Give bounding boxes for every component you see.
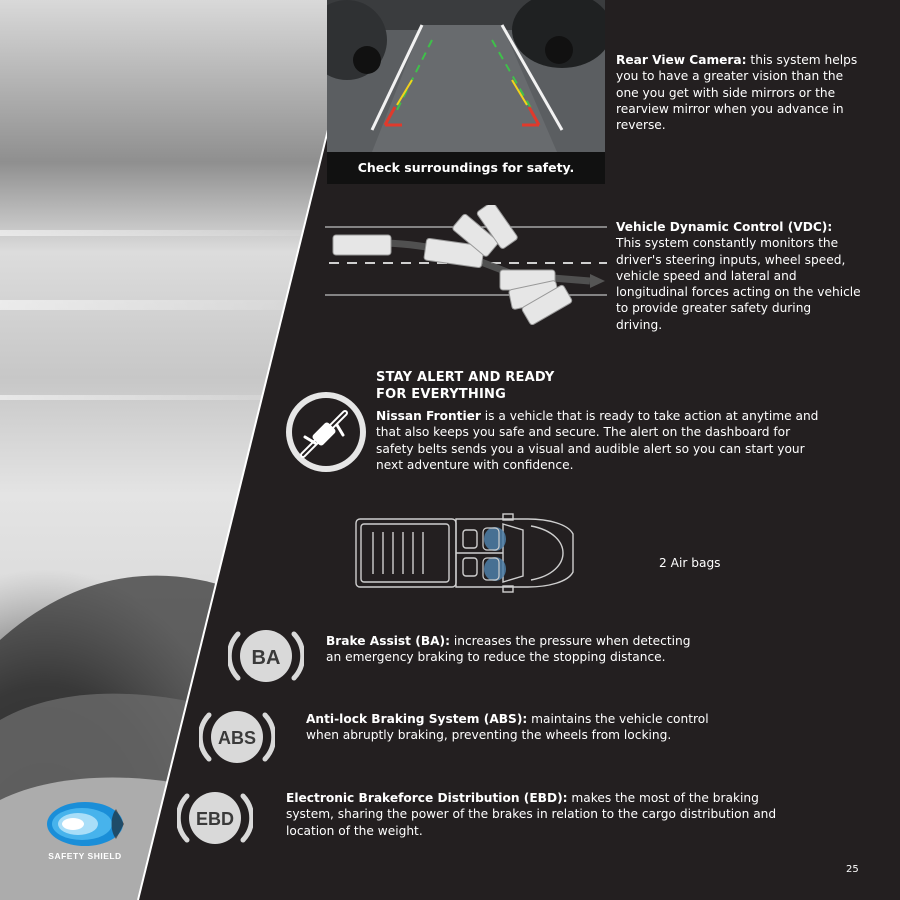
truck-top-view [353,512,578,594]
stay-alert-description [376,408,826,473]
vdc-title: Vehicle Dynamic Control (VDC): [616,220,833,234]
ebd-body: makes the most of the braking system, sharing the power of the brakes in relation to the cargo distribution and location of the weight. [286,791,777,838]
rear-camera-body: this system helps you to have a greater vision than the one you get with side mirrors or the rearview mirror when you advance in reverse. [616,53,858,133]
stay-alert-body: is a vehicle that is ready to take action at anytime and that also keeps you safe and secure. The alert on the dashboard for safety belts sends you a visual and audible alert so you can start your next adventure with confidence. [376,409,819,472]
rear-camera-image [327,0,605,184]
airbags-label: 2 Air bags [659,556,721,570]
stay-alert-heading [376,369,555,403]
brake-assist-description [326,633,706,666]
abs-title: Anti-lock Braking System (ABS): [306,712,528,726]
safety-shield-text: SAFETY SHIELD [48,851,122,861]
vdc-body: This system constantly monitors the driver's steering inputs, wheel speed, vehicle speed and lateral and longitudinal forces acting on the vehicle to provide greater safety during driving. [616,236,861,332]
safety-shield-logo [40,797,130,865]
vdc-diagram [325,205,610,325]
vdc-description [616,219,861,333]
rear-camera-description [616,52,866,133]
parking-lot-view [327,0,605,152]
ebd-title: Electronic Brakeforce Distribution (EBD): [286,791,568,805]
ebd-description [286,790,781,839]
ebd-badge-text: EBD [195,809,235,829]
abs-badge-text: ABS [217,728,257,748]
brake-assist-title: Brake Assist (BA): [326,634,450,648]
brake-assist-badge-text: BA [251,647,281,669]
stay-alert-heading-line2: FOR EVERYTHING [376,387,506,402]
abs-body: maintains the vehicle control when abruptly braking, preventing the wheels from locking. [306,712,709,743]
stay-alert-heading-line1: STAY ALERT AND READY [376,370,555,385]
page-number: 25 [846,864,859,875]
abs-icon [199,707,275,767]
abs-description [306,711,726,744]
brake-assist-icon [228,626,304,686]
rear-camera-title: Rear View Camera: [616,53,747,67]
camera-overlay-caption: Check surroundings for safety. [327,152,605,184]
ebd-icon [177,788,253,848]
seatbelt-icon [285,391,367,473]
stay-alert-lead: Nissan Frontier [376,409,481,423]
brake-assist-body: increases the pressure when detecting an emergency braking to reduce the stopping distance. [326,634,691,665]
